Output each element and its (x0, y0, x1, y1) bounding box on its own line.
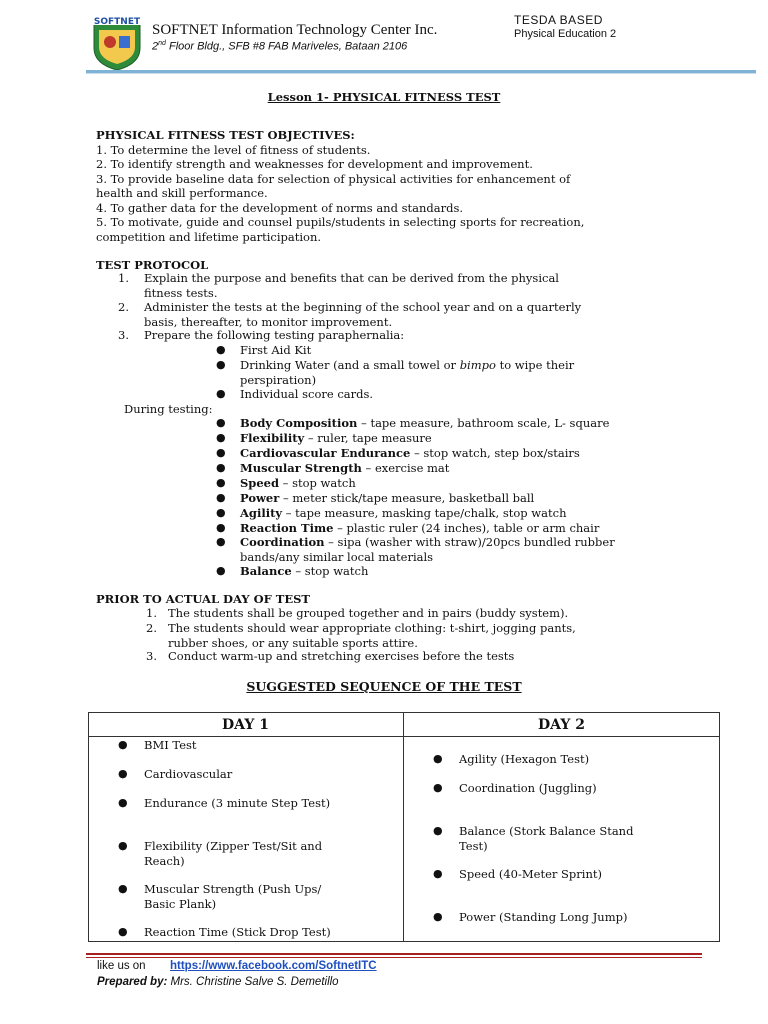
test-name: BMI Test (144, 738, 197, 752)
footer-divider (86, 953, 702, 955)
item-number: 3. (118, 328, 129, 342)
objective-line: 1. To determine the level of fitness of students. (96, 143, 371, 157)
bullet-icon: ● (118, 796, 128, 809)
bullet-icon: ● (433, 781, 443, 794)
prior-item (146, 606, 726, 622)
during-testing-item (216, 461, 716, 477)
equipment-text: – stop watch (279, 476, 356, 490)
test-name: Flexibility (Zipper Test/Sit and (144, 839, 323, 853)
bullet-icon: ● (216, 431, 226, 444)
item-number: 1. (146, 606, 157, 620)
fitness-component: Muscular Strength (240, 461, 362, 475)
equipment-text: – tape measure, bathroom scale, L- square (357, 416, 610, 430)
day2-test-item (433, 781, 713, 797)
during-testing-item (216, 416, 716, 432)
during-testing-item (216, 564, 716, 580)
equipment-text: – stop watch, step box/stairs (410, 446, 580, 460)
bullet-icon: ● (433, 910, 443, 923)
fitness-component: Speed (240, 476, 280, 490)
table-column-divider (403, 712, 404, 941)
prepared-by (97, 976, 339, 988)
fitness-component: Reaction Time (240, 521, 334, 535)
paraphernalia-emphasis: bimpo (459, 358, 496, 372)
bullet-icon: ● (216, 564, 226, 577)
bullet-icon: ● (216, 476, 226, 489)
item-text: The students shall be grouped together and in pairs (buddy system). (168, 606, 569, 620)
bullet-icon: ● (216, 491, 226, 504)
paraphernalia-text-cont: perspiration) (240, 372, 317, 387)
fitness-component: Body Composition (240, 416, 358, 430)
objective-line: 4. To gather data for the development of norms and standards. (96, 201, 464, 215)
during-testing-item (216, 431, 716, 447)
organization-address: 2nd Floor Bldg., SFB #8 FAB Mariveles, Bataan 2106 (152, 40, 408, 53)
bullet-icon: ● (118, 839, 128, 852)
test-name: Coordination (Juggling) (459, 781, 597, 795)
test-name-cont: Reach) (144, 853, 185, 868)
bullet-icon: ● (216, 358, 226, 371)
equipment-text: – plastic ruler (24 inches), table or arm chair (333, 521, 600, 535)
day2-test-item (433, 824, 713, 854)
item-number: 2. (118, 300, 129, 314)
test-name-cont: Basic Plank) (144, 896, 217, 911)
bullet-icon: ● (118, 925, 128, 938)
objective-line: health and skill performance. (96, 186, 268, 200)
bullet-icon: ● (433, 752, 443, 765)
during-testing-item (216, 476, 716, 492)
test-name: Endurance (3 minute Step Test) (144, 796, 331, 810)
organization-name: SOFTNET Information Technology Center Inc. (152, 22, 438, 38)
protocol-item (118, 271, 718, 301)
paraphernalia-text: to wipe their (495, 358, 575, 372)
prior-item (146, 649, 726, 665)
test-name: Balance (Stork Balance Stand (459, 824, 634, 838)
footer-divider-thin (86, 957, 702, 958)
day1-test-item (118, 882, 398, 912)
bullet-icon: ● (216, 343, 226, 356)
fitness-component: Coordination (240, 535, 325, 549)
paraphernalia-text: Individual score cards. (240, 387, 374, 401)
during-testing-item (216, 446, 716, 462)
test-name: Speed (40-Meter Sprint) (459, 867, 602, 881)
table-header-divider (88, 736, 719, 737)
item-text: The students should wear appropriate clothing: t-shirt, jogging pants, (168, 621, 576, 635)
sequence-title: SUGGESTED SEQUENCE OF THE TEST (246, 679, 522, 694)
item-text-cont: fitness tests. (144, 285, 218, 300)
school-logo (86, 14, 148, 72)
item-text-cont: basis, thereafter, to monitor improvement. (144, 314, 393, 329)
course-tag: Physical Education 2 (514, 28, 617, 40)
day1-header: DAY 1 (222, 717, 269, 733)
day1-test-item (118, 925, 398, 941)
item-text: Explain the purpose and benefits that can be derived from the physical (144, 271, 559, 285)
objective-line: competition and lifetime participation. (96, 230, 322, 244)
bullet-icon: ● (216, 461, 226, 474)
tesda-tag: TESDA BASED (514, 13, 603, 27)
during-testing-item (216, 491, 716, 507)
like-us-label: like us on (97, 960, 146, 972)
equipment-text: – meter stick/tape measure, basketball ball (279, 491, 535, 505)
bullet-icon: ● (433, 824, 443, 837)
objective-line: 5. To motivate, guide and counsel pupils/students in selecting sports for recreation, (96, 215, 585, 229)
fitness-component: Flexibility (240, 431, 305, 445)
item-number: 1. (118, 271, 129, 285)
lesson-title: Lesson 1- PHYSICAL FITNESS TEST (267, 90, 501, 104)
bullet-icon: ● (118, 738, 128, 751)
item-text: Administer the tests at the beginning of the school year and on a quarterly (144, 300, 582, 314)
day2-header: DAY 2 (538, 717, 585, 733)
prepared-by-label: Prepared by: (97, 976, 168, 988)
during-testing-item (216, 535, 716, 565)
protocol-item (118, 300, 718, 330)
day2-test-item (433, 752, 713, 768)
prior-item (146, 621, 726, 651)
bullet-icon: ● (118, 767, 128, 780)
item-text: Prepare the following testing paraphernalia: (144, 328, 405, 342)
protocol-heading: TEST PROTOCOL (96, 258, 209, 272)
objectives-heading: PHYSICAL FITNESS TEST OBJECTIVES: (96, 128, 355, 142)
logo-lettering: SOFTNET (93, 17, 141, 27)
during-testing-item (216, 506, 716, 522)
day1-test-item (118, 767, 398, 783)
day1-test-item (118, 738, 398, 754)
bullet-icon: ● (118, 882, 128, 895)
paraphernalia-text: First Aid Kit (240, 343, 312, 357)
test-name: Reaction Time (Stick Drop Test) (144, 925, 331, 939)
item-text: Conduct warm-up and stretching exercises before the tests (168, 649, 515, 663)
header-divider (86, 70, 756, 74)
equipment-text: – tape measure, masking tape/chalk, stop watch (282, 506, 567, 520)
objective-line: 3. To provide baseline data for selection of physical activities for enhancement of (96, 172, 571, 186)
fitness-component: Agility (240, 506, 283, 520)
test-name-cont: Test) (459, 838, 488, 853)
during-testing-label: During testing: (124, 402, 213, 416)
fitness-component: Balance (240, 564, 292, 578)
equipment-text-cont: bands/any similar local materials (240, 549, 434, 564)
paraphernalia-text: Drinking Water (and a small towel or (240, 358, 460, 372)
day2-test-item (433, 867, 713, 883)
paraphernalia-item (216, 387, 696, 403)
paraphernalia-item (216, 343, 696, 359)
facebook-link[interactable]: https://www.facebook.com/SoftnetITC (170, 960, 377, 972)
item-text-cont: rubber shoes, or any suitable sports attire. (168, 635, 418, 650)
equipment-text: – exercise mat (361, 461, 450, 475)
fitness-component: Power (240, 491, 280, 505)
test-name: Agility (Hexagon Test) (459, 752, 590, 766)
preparer-name: Mrs. Christine Salve S. Demetillo (167, 976, 339, 988)
bullet-icon: ● (216, 506, 226, 519)
objective-line: 2. To identify strength and weaknesses for development and improvement. (96, 157, 533, 171)
bullet-icon: ● (216, 535, 226, 548)
equipment-text: – ruler, tape measure (304, 431, 432, 445)
fitness-component: Cardiovascular Endurance (240, 446, 411, 460)
item-number: 2. (146, 621, 157, 635)
bullet-icon: ● (216, 387, 226, 400)
bullet-icon: ● (216, 416, 226, 429)
bullet-icon: ● (216, 521, 226, 534)
day1-test-item (118, 796, 398, 812)
bullet-icon: ● (216, 446, 226, 459)
day2-test-item (433, 910, 713, 926)
equipment-text: – stop watch (291, 564, 369, 578)
paraphernalia-item (216, 358, 696, 388)
equipment-text: – sipa (washer with straw)/20pcs bundled rubber (324, 535, 615, 549)
test-name: Power (Standing Long Jump) (459, 910, 628, 924)
test-name: Cardiovascular (144, 767, 233, 781)
day1-test-item (118, 839, 398, 869)
item-number: 3. (146, 649, 157, 663)
protocol-item (118, 328, 718, 344)
bullet-icon: ● (433, 867, 443, 880)
prior-heading: PRIOR TO ACTUAL DAY OF TEST (96, 592, 310, 606)
test-name: Muscular Strength (Push Ups/ (144, 882, 322, 896)
